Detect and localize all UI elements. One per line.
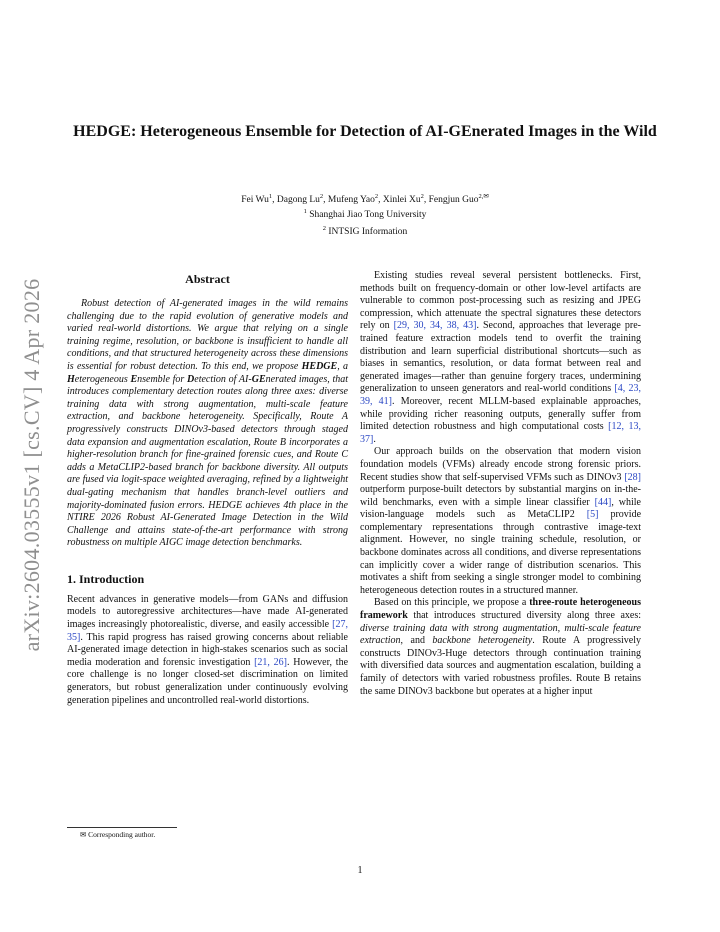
affiliation xyxy=(70,226,660,238)
section-heading-introduction: 1. Introduction xyxy=(67,571,145,586)
page-number: 1 xyxy=(357,865,363,876)
citation-link[interactable]: [44] xyxy=(594,496,612,508)
author-mark: 2 xyxy=(374,192,379,200)
author-name: Xinlei Xu xyxy=(382,195,421,205)
author-name: Mufeng Yao xyxy=(327,195,375,205)
citation-link[interactable]: [28] xyxy=(624,471,641,483)
abstract-text: Robust detection of AI-generated images in the wild remains challenging due to the rapid evolution of generative models and varied real-world distortions. We argue that relying on a single training regime, resolution, or backbone is insufficient to handle all conditions, and that structured heterogeneity across these dimensions is essential for robust detection. To this end, we propose HEDGE, a Heterogeneous Ensemble for Detection of AI-GEnerated images, that introduces complementary detection routes along three axes: diverse training data with strong augmentation, multi-scale feature extraction, and backbone heterogeneity. Specifically, Route A progressively constructs DINOv3-based detectors through staged data expansion and augmentation escalation, Route B incorporates a higher-resolution branch for fine-grained forensic cues, and Route C adds a MetaCLIP2-based branch for backbone diversity. All outputs are fused via logit-space weighted averaging, refined by a lightweight dual-gating mechanism that handles branch-level outliers and majority-dominated fusion errors. HEDGE achieves 4th place in the NTIRE 2026 Robust AI-Generated Image Detection in the Wild Challenge and attains state-of-the-art performance with strong robustness on multiple AIGC image detection benchmarks. xyxy=(67,298,348,549)
footnote-corresponding-author: ✉ Corresponding author. xyxy=(80,830,156,839)
author-name: Dagong Lu xyxy=(276,195,320,205)
paper-title: HEDGE: Heterogeneous Ensemble for Detection of AI-GEnerated Images in the Wild xyxy=(73,123,657,140)
affiliation-name: Shanghai Jiao Tong University xyxy=(309,210,427,220)
citation-link[interactable]: [5] xyxy=(586,509,599,521)
author-mark: 2,✉ xyxy=(478,192,489,200)
affiliation-name: INTSIG Information xyxy=(328,227,408,237)
intro-paragraph-4: Based on this principle, we propose a three-route heterogeneous framework that introduces structured diversity along three axes: diverse training data with strong augmentation, multi-scale feature extraction, and backbone heterogeneity. Route A progressively constructs DINOv3-Huge detectors through continuation training with diversified data sources and augmentation escalation, building a family of detectors with varied robustness profiles. Route B retains the same DINOv3 backbone but operates at a higher input xyxy=(360,597,641,697)
author-list: Fei Wu$^1$, Dagong Lu$^2$, Mufeng Yao$^2$, Xinlei Xu$^2$, Fengjun Guo$^{2,✉}$ xyxy=(241,192,489,205)
left-column xyxy=(67,270,348,707)
arxiv-sidebar xyxy=(12,265,52,665)
author-mark: 2 xyxy=(319,192,324,200)
intro-paragraph-3: Our approach builds on the observation that modern vision foundation models (VFMs) already encode strong forensic priors. Recent studies show that self-supervised VFMs such as DINOv3 [28] outperform purpose-built detectors by substantial margins on in-the-wild benchmarks, even with a simple linear classifier [44], while vision-language models such as MetaCLIP2 [5] provide complementary representations through contrastive image-text alignment. However, no single training schedule, resolution, or backbone dominates across all conditions, and diverse representations can implicitly cover a wider range of distribution scenarios. This motivates a shift from seeking a single stronger model to combining heterogeneous detection routes in a structured manner. xyxy=(360,446,641,596)
footnote-rule xyxy=(67,827,177,828)
citation-link[interactable]: [27, 35] xyxy=(67,619,348,643)
citation-link[interactable]: [12, 13, 37] xyxy=(360,421,641,445)
intro-paragraph-2: Existing studies reveal several persistent bottlenecks. First, methods built on frequency-domain or other low-level artifacts are vulnerable to common post-processing such as resizing and JPEG compression, which attenuate the spectral signatures these detectors rely on [29, 30, 34, 38, 43]. Second, approaches that leverage pre-trained feature extraction models tend to overfit the training distribution and learn superficial distributional shortcuts—such as biases in semantics, resolution, or data format between real and generated images—rather than genuine forgery traces, undermining generalization to unseen generators and real-world conditions [4, 23, 39, 41]. Moreover, recent MLLM-based explainable approaches, while providing richer reasoning outputs, generally suffer from limited detection robustness and high computational costs [12, 13, 37]. xyxy=(360,270,641,445)
author-name: Fengjun Guo xyxy=(428,195,479,205)
citation-link[interactable]: [4, 23, 39, 41] xyxy=(360,383,641,407)
citation-link[interactable]: [29, 30, 34, 38, 43] xyxy=(393,320,477,332)
abstract-heading: Abstract xyxy=(185,272,230,286)
right-column xyxy=(360,270,641,698)
author-name: Fei Wu xyxy=(241,195,269,205)
affiliation xyxy=(70,209,660,221)
arxiv-identifier[interactable]: arXiv:2604.03555v1 [cs.CV] 4 Apr 2026 xyxy=(19,278,44,652)
citation-link[interactable]: [21, 26] xyxy=(254,656,288,668)
intro-paragraph-1: Recent advances in generative models—from GANs and diffusion models to autoregressive architectures—have made AI-generated images increasingly photorealistic, diverse, and easily accessible [27, 35]. This rapid progress has raised growing concerns about reliable AI-generated image detection in high-stakes scenarios such as social media moderation and forensic investigation [21, 26]. However, the core challenge is no longer closed-set discrimination on limited generators, but robust generalization under continuously evolving generation pipelines and uncontrolled real-world distortions. xyxy=(67,593,349,706)
author-mark: 2 xyxy=(420,192,424,200)
author-mark: 1 xyxy=(268,192,273,200)
affiliation-mark: 2 xyxy=(322,224,326,232)
affiliation-mark: 1 xyxy=(303,207,307,215)
